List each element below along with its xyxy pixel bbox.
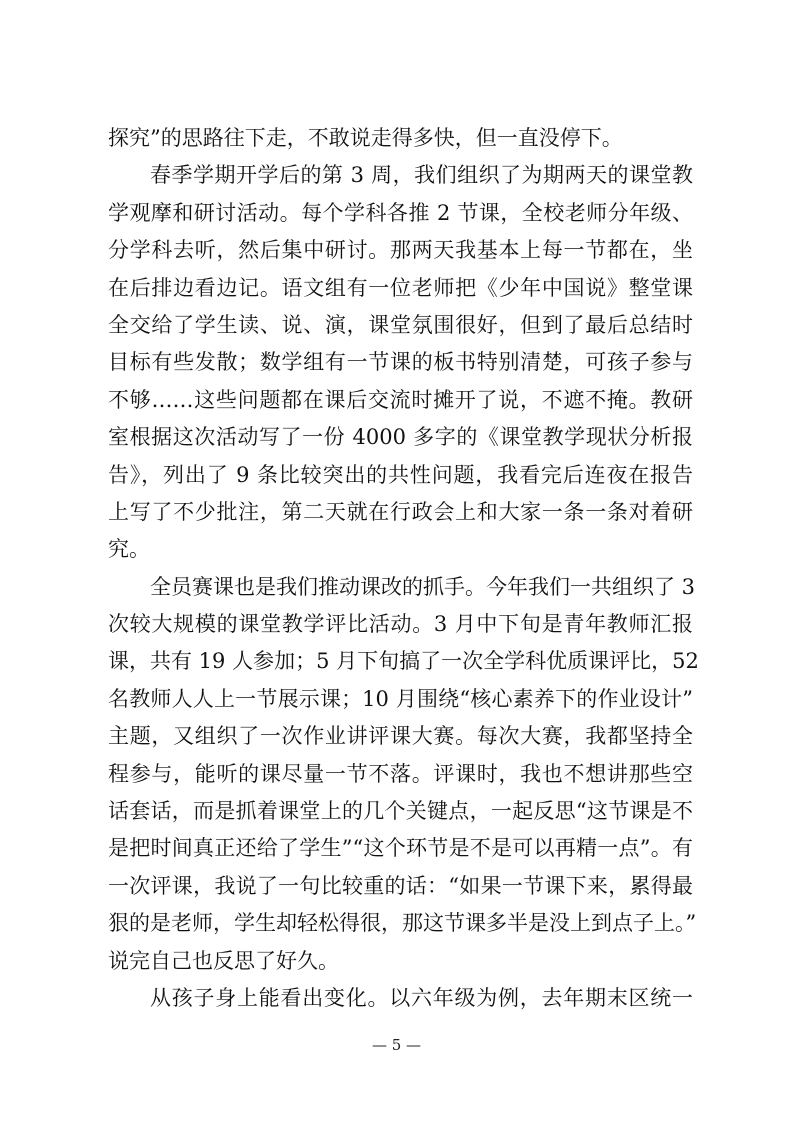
text-line: 次较大规模的课堂教学评比活动。3 月中下旬是青年教师汇报: [108, 612, 693, 637]
text-line: 一次评课，我说了一句比较重的话：“如果一节课下来，累得最: [108, 873, 693, 898]
text-line: 室根据这次活动写了一份 4000 多字的《课堂教学现状分析报: [108, 425, 693, 450]
text-line: 探究”的思路往下走，不敢说走得多快，但一直没停下。: [108, 126, 623, 150]
text-line: 目标有些发散；数学组有一节课的板书特别清楚，可孩子参与: [108, 350, 693, 375]
text-line: 究。: [108, 537, 150, 562]
text-line: 说完自己也反思了好久。: [108, 948, 339, 973]
text-line: 是把时间真正还给了学生”“这个环节是不是可以再精一点”。有: [108, 836, 693, 861]
text-line: 在后排边看边记。语文组有一位老师把《少年中国说》整堂课: [108, 275, 693, 300]
text-line: 主题，又组织了一次作业讲评课大赛。每次大赛，我都坚持全: [108, 724, 693, 749]
paragraph-start-line: 春季学期开学后的第 3 周，我们组织了为期两天的课堂教: [150, 163, 693, 188]
text-line: 程参与，能听的课尽量一节不落。评课时，我也不想讲那些空: [108, 761, 693, 786]
text-line: 话套话，而是抓着课堂上的几个关键点，一起反思“这节课是不: [108, 799, 693, 824]
text-line: 全交给了学生读、说、演，课堂氛围很好，但到了最后总结时: [108, 312, 693, 337]
text-line: 告》，列出了 9 条比较突出的共性问题，我看完后连夜在报告: [108, 462, 693, 487]
text-line: 狠的是老师，学生却轻松得很，那这节课多半是没上到点子上。”: [108, 911, 697, 936]
document-body: [108, 120, 699, 1017]
text-line: 学观摩和研讨活动。每个学科各推 2 节课，全校老师分年级、: [108, 200, 693, 225]
paragraph-start-line: 全员赛课也是我们推动课改的抓手。今年我们一共组织了 3: [150, 574, 696, 599]
text-line: 分学科去听，然后集中研讨。那两天我基本上每一节都在，坐: [108, 238, 693, 263]
text-line: 上写了不少批注，第二天就在行政会上和大家一条一条对着研: [108, 499, 693, 524]
text-line: 不够……这些问题都在课后交流时摊开了说，不遮不掩。教研: [108, 387, 693, 412]
paragraph-start-line: 从孩子身上能看出变化。以六年级为例，去年期末区统一: [150, 985, 693, 1010]
text-line: 名教师人人上一节展示课；10 月围绕“核心素养下的作业设计”: [108, 686, 693, 711]
text-line: 课，共有 19 人参加；5 月下旬搞了一次全学科优质课评比，52: [108, 649, 699, 674]
page-number: — 5 —: [371, 1036, 422, 1054]
